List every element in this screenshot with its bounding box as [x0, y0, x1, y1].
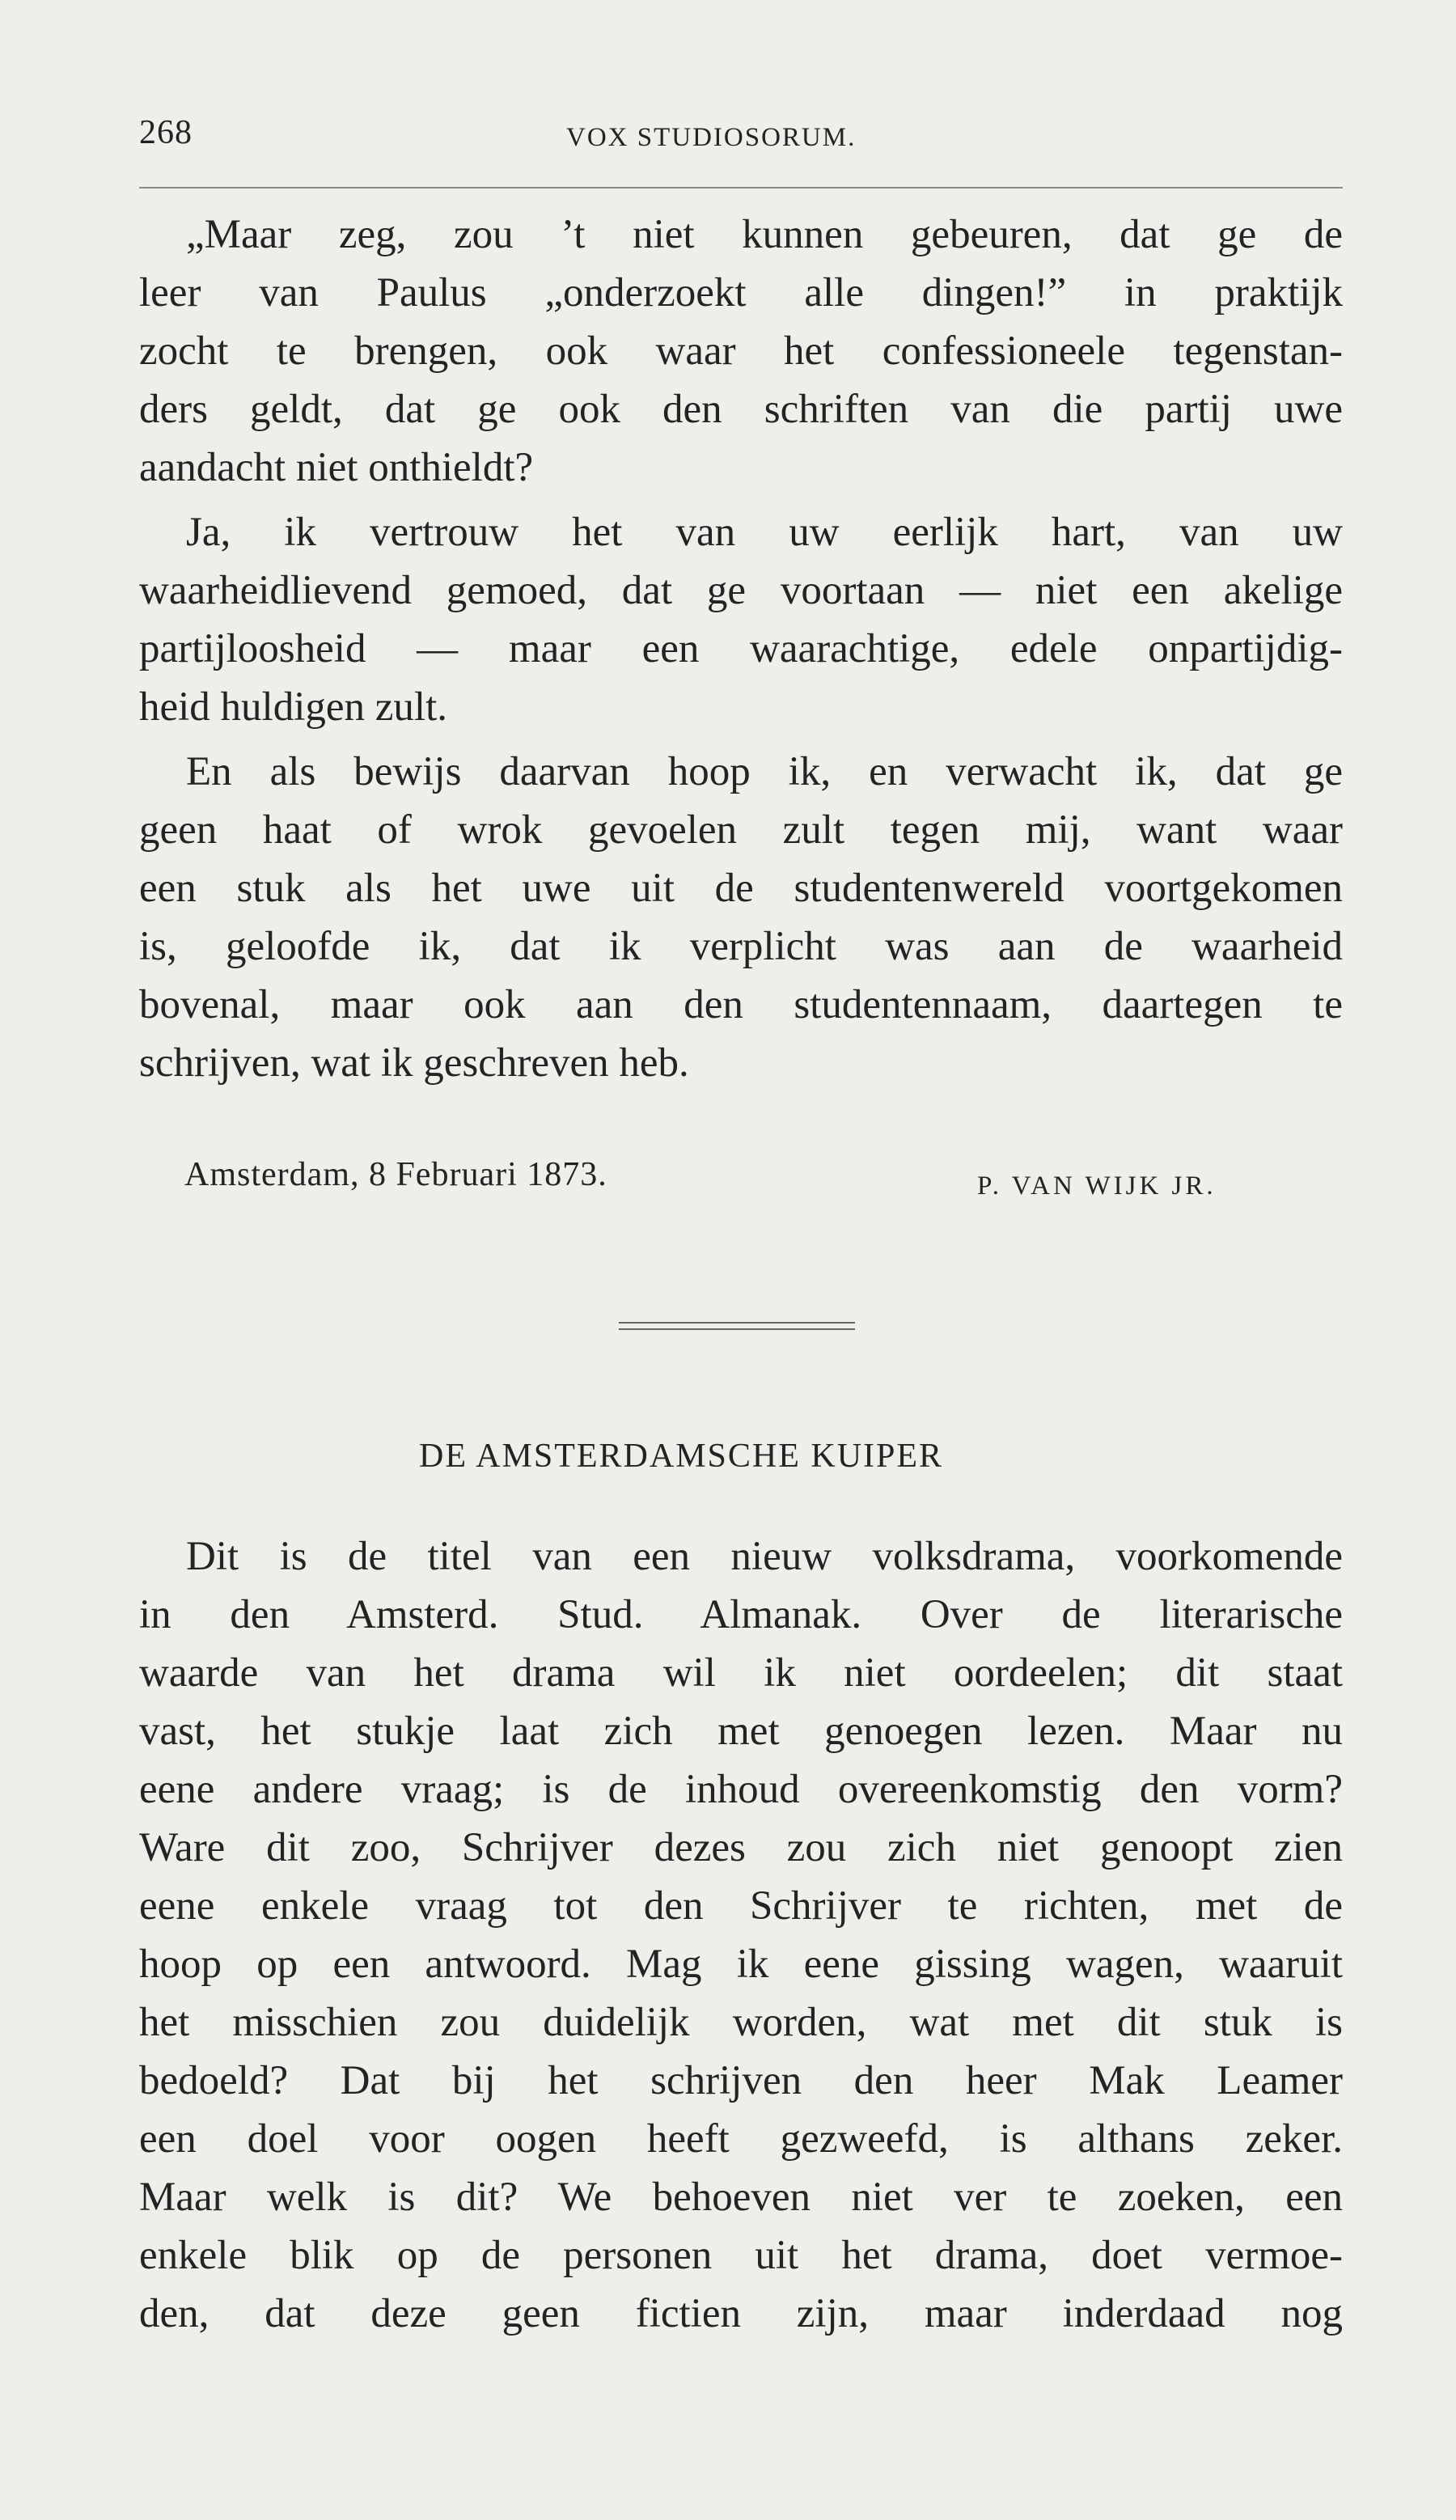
page-number: 268	[139, 114, 193, 151]
section-text-line: een doel voor oogen heeft gezweefd, is althans zeker.	[139, 2116, 1343, 2162]
section-text-line: eene enkele vraag tot den Schrijver te richten, met de	[139, 1883, 1343, 1929]
top-text-line: zocht te brengen, ook waar het confessioneele tegenstan-	[139, 328, 1343, 374]
section-separator	[619, 1322, 855, 1330]
section-text-line: bedoeld? Dat bij het schrijven den heer Mak Leamer	[139, 2058, 1343, 2103]
top-text-line: waarheidlievend gemoed, dat ge voortaan — niet een akelige	[139, 568, 1343, 613]
section-text-line: hoop op een antwoord. Mag ik eene gissing wagen, waaruit	[139, 1942, 1343, 1987]
top-text-line: aandacht niet onthieldt?	[139, 445, 534, 490]
top-text-line: schrijven, wat ik geschreven heb.	[139, 1040, 689, 1086]
top-text-line: heid huldigen zult.	[139, 684, 448, 730]
top-text-line: bovenal, maar ook aan den studentennaam, daartegen te	[139, 982, 1343, 1027]
section-text-line: enkele blik op de personen uit het drama, doet vermoe-	[139, 2233, 1343, 2278]
top-text-line: is, geloofde ik, dat ik verplicht was aan de waarheid	[139, 924, 1343, 969]
running-head: VOX STUDIOSORUM.	[566, 123, 857, 152]
signature-place-date: Amsterdam, 8 Februari 1873.	[184, 1156, 607, 1193]
top-text-line: leer van Paulus „onderzoekt alle dingen!” in praktijk	[139, 270, 1343, 316]
header-rule	[139, 187, 1343, 188]
section-title: DE AMSTERDAMSCHE KUIPER	[419, 1438, 944, 1475]
top-text-line: Ja, ik vertrouw het van uw eerlijk hart, van uw	[186, 510, 1343, 555]
section-text-line: waarde van het drama wil ik niet oordeelen; dit staat	[139, 1650, 1343, 1696]
section-text-line: Ware dit zoo, Schrijver dezes zou zich niet genoopt zien	[139, 1825, 1343, 1870]
top-text-line: geen haat of wrok gevoelen zult tegen mij, want waar	[139, 807, 1343, 853]
top-text-line: „Maar zeg, zou ’t niet kunnen gebeuren, dat ge de	[186, 212, 1343, 257]
signature-author: P. VAN WIJK JR.	[977, 1171, 1217, 1201]
section-text-line: het misschien zou duidelijk worden, wat met dit stuk is	[139, 2000, 1343, 2045]
top-text-line: En als bewijs daarvan hoop ik, en verwacht ik, dat ge	[186, 749, 1343, 794]
section-text-line: Dit is de titel van een nieuw volksdrama, voorkomende	[186, 1534, 1343, 1579]
section-text-line: vast, het stukje laat zich met genoegen lezen. Maar nu	[139, 1709, 1343, 1754]
section-text-line: in den Amsterd. Stud. Almanak. Over de literarische	[139, 1592, 1343, 1637]
section-text-line: eene andere vraag; is de inhoud overeenkomstig den vorm?	[139, 1767, 1343, 1812]
top-text-line: partijloosheid — maar een waarachtige, edele onpartijdig-	[139, 626, 1343, 671]
section-text-line: Maar welk is dit? We behoeven niet ver te zoeken, een	[139, 2175, 1343, 2220]
top-text-line: ders geldt, dat ge ook den schriften van die partij uwe	[139, 387, 1343, 432]
top-text-line: een stuk als het uwe uit de studentenwereld voortgekomen	[139, 866, 1343, 911]
section-text-line: den, dat deze geen fictien zijn, maar inderdaad nog	[139, 2291, 1343, 2336]
